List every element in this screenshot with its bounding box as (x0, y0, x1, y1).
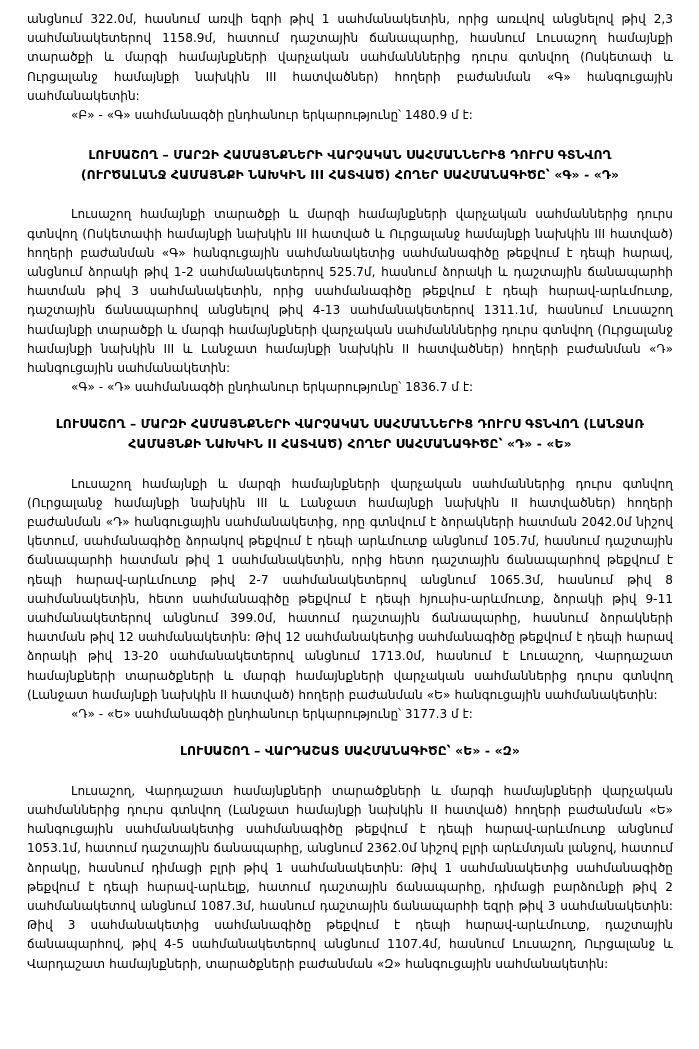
boundary-length-line-de: «Դ» - «Ե» սահմանագծի ընդհանուր երկարությունը՝ 3177.3 մ է: (71, 707, 473, 722)
spacer (27, 184, 673, 205)
section-heading-e-z (27, 741, 673, 761)
spacer (27, 125, 673, 145)
spacer (27, 724, 673, 741)
section-heading-d-e (27, 414, 673, 453)
section-heading-d-e-line1: ԼՈՒՍԱՇՈՂ – ՄԱՐԶԻ ՀԱՄԱՅՆՔՆԵՐԻ ՎԱՐՉԱԿԱՆ ՍԱՀՄԱՆՆԵՐԻՑ ԴՈՒՐՍ ԳՏՆՎՈՂ (ԼԱՆՋԱՌ (55, 416, 645, 432)
paragraph-continuation: անցնում 322.0մ, հասնում առվի եզրի թիվ 1 սահմանակետին, որից առւվով անցնելով թիվ 2,3 սահմանակետերով 1158.9մ, հատում դաշտային ճանապարհը, հասնում Լուսաշող համայնքի տարածքի և մարգի համայնքների վարչական սահմանններից դուրս գտնվող (Ոսկետափ և Ուրցալանջ համայնքի նախկին III հատվածներ) հողերի բաժանման «Գ» հանգուցային սահմանակետին: (27, 12, 673, 103)
paragraph-section-d-e: Լուսաշող համայնքի և մարզի համայնքների վարչական սահմաններից դուրս գտնվող (Ուրցալանջ համայնքի նախկին III և Լանջատ համայնքի նախկին II հատվածներ) հողերի բաժանման «Դ» հանգուցային սահմանակետից, որը գտնվում է ձորակների հատման 2042.0մ նիշով կետում, սահմանագիծը ձորակով թեքվում է դեպի արևմուտք անցնում 105.7մ, հասնում դաշտային ճանապարհի հատման թիվ 1 սահմանակետին, որից հետո դաշտային ճանապարհով թեքվում է դեպի հարավ-արևմուտք թիվ 2-7 սահմանակետերով անցնում 1065.3մ, հասնում թիվ 8 սահմանակետին, հետո սահմանագիծը թեքվում է դեպի հյուսիս-արևմուտք, ձորակի թիվ 9-11 սահմանակետերով անցնում 399.0մ, հատում դաշտային ճանապարհը, հասնում ձորակների հատման թիվ 12 սահմանակետին: Թիվ 12 սահմանակետից սահմանագիծը թեքվում է դեպի հարավ ձորակի թիվ 13-20 սահմանակետերով անցնում 1713.0մ, հասնում է Լուսաշող, Վարդաշատ համայնքների տարածքների և մարգի համայնքների վարչական սահմաններից դուրս գտնվող (Լանջատ համայնքի նախկին II հատված) հողերի բաժանման «Ե» հանգուցային սահմանակետին: (27, 476, 673, 702)
spacer (27, 761, 673, 782)
paragraph-section-g-d: Լուսաշող համայնքի տարածքի և մարզի համայնքների վարչական սահմաններից դուրս գտնվող (Ոսկետափի համայնքի նախկին III հատված և Ուրցալանջ համայնքի նախկին III հատված) հողերի բաժանման «Գ» հանգուցային սահմանակետից սահմանագիծը թեքվում է դեպի հարավ, անցնում ձորակի թիվ 1-2 սահմանակետերով 525.7մ, հասնում ձորակի և դաշտային ճանապարհի հատման թիվ 3 սահմանակետին, որից սահմանագիծը թեքվում է դեպի հարավ-արևմուտք, դաշտային ճանապարհով անցնելով թիվ 4-13 սահմանակետերով 1311.1մ, հասնում Լուսաշող համայնքի տարածքի և մարգի համայնքների վարչական սահմանններից դուրս գտնվող (Ուրցալանջ համայնքի նախկին III և Լանջատ համայնքի նախկին II հատվածներ) հողերի բաժանման «Դ» հանգուցային սահմանակետին: (27, 207, 673, 376)
boundary-length-line-gd: «Գ» - «Դ» սահմանագծի ընդհանուր երկարությունը՝ 1836.7 մ է: (71, 380, 474, 395)
section-heading-g-d-line1: ԼՈՒՍԱՇՈՂ – ՄԱՐԶԻ ՀԱՄԱՅՆՔՆԵՐԻ ՎԱՐՉԱԿԱՆ ՍԱՀՄԱՆՆԵՐԻՑ ԴՈՒՐՍ ԳՏՆՎՈՂ (88, 147, 612, 163)
section-heading-e-z-line1: ԼՈՒՍԱՇՈՂ – ՎԱՐԴԱՇԱՏ ՍԱՀՄԱՆԱԳԻԾԸ՝ «Ե» - «Զ» (180, 743, 520, 759)
spacer (27, 397, 673, 414)
section-heading-g-d (27, 145, 673, 184)
section-heading-g-d-line2: (ՈՒՐԾԱԼԱՆՋ ՀԱՄԱՅՆՔԻ ՆԱԽԿԻՆ III ՀԱՏՎԱԾ) ՀՈՂԵՐ ՍԱՀՄԱՆԱԳԻԾԸ՝ «Գ» - «Դ» (80, 166, 620, 182)
spacer (27, 454, 673, 475)
paragraph-section-e-z: Լուսաշող, Վարդաշատ համայնքների տարածքների և մարգի համայնքների վարչական սահմաններից դուրս գտնվող (Լանջատ համայնքի նախկին II հատված) հողերի բաժանման «Ե» հանգուցային սահմանակետից սահմանագիծը թեքվում է դեպի հարավ-արևմուտք անցնում 1053.1մ, հատում դաշտային ճանապարհը, անցնում 2362.0մ նիշով բլրի արևմտյան լանջով, հատում ձորակը, հասնում դիմացի բլրի թիվ 1 սահմանակետին: Թիվ 1 սահմանակետից սահմանագիծը թեքվում է դեպի հարավ-արևելք, հատում դաշտային ճանապարհը, դիմացի բարձունքի թիվ 2 սահմանակետով անցնում 1087.3մ, հասնում դաշտային ճանապարհի եզրի թիվ 3 սահմանակետին: Թիվ 3 սահմանակետից սահմանագիծը թեքվում է դեպի հարավ-արևմուտք, դաշտային ճանապարհով, թիվ 4-5 սահմանակետերով անցնում 1107.4մ, հասնում Լուսաշող, Ուրցալանջ և Վարդաշատ համայնքների, տարածքների բաժանման «Զ» հանգուցային սահմանակետին: (27, 783, 673, 971)
document-content (27, 10, 673, 974)
section-heading-d-e-line2: ՀԱՄԱՅՆՔԻ ՆԱԽԿԻՆ II ՀԱՏՎԱԾ) ՀՈՂԵՐ ՍԱՀՄԱՆԱԳԻԾԸ՝ «Դ» - «Ե» (128, 436, 572, 452)
boundary-length-line-bg: «Բ» - «Գ» սահմանագծի ընդհանուր երկարությունը՝ 1480.9 մ է: (71, 108, 473, 123)
